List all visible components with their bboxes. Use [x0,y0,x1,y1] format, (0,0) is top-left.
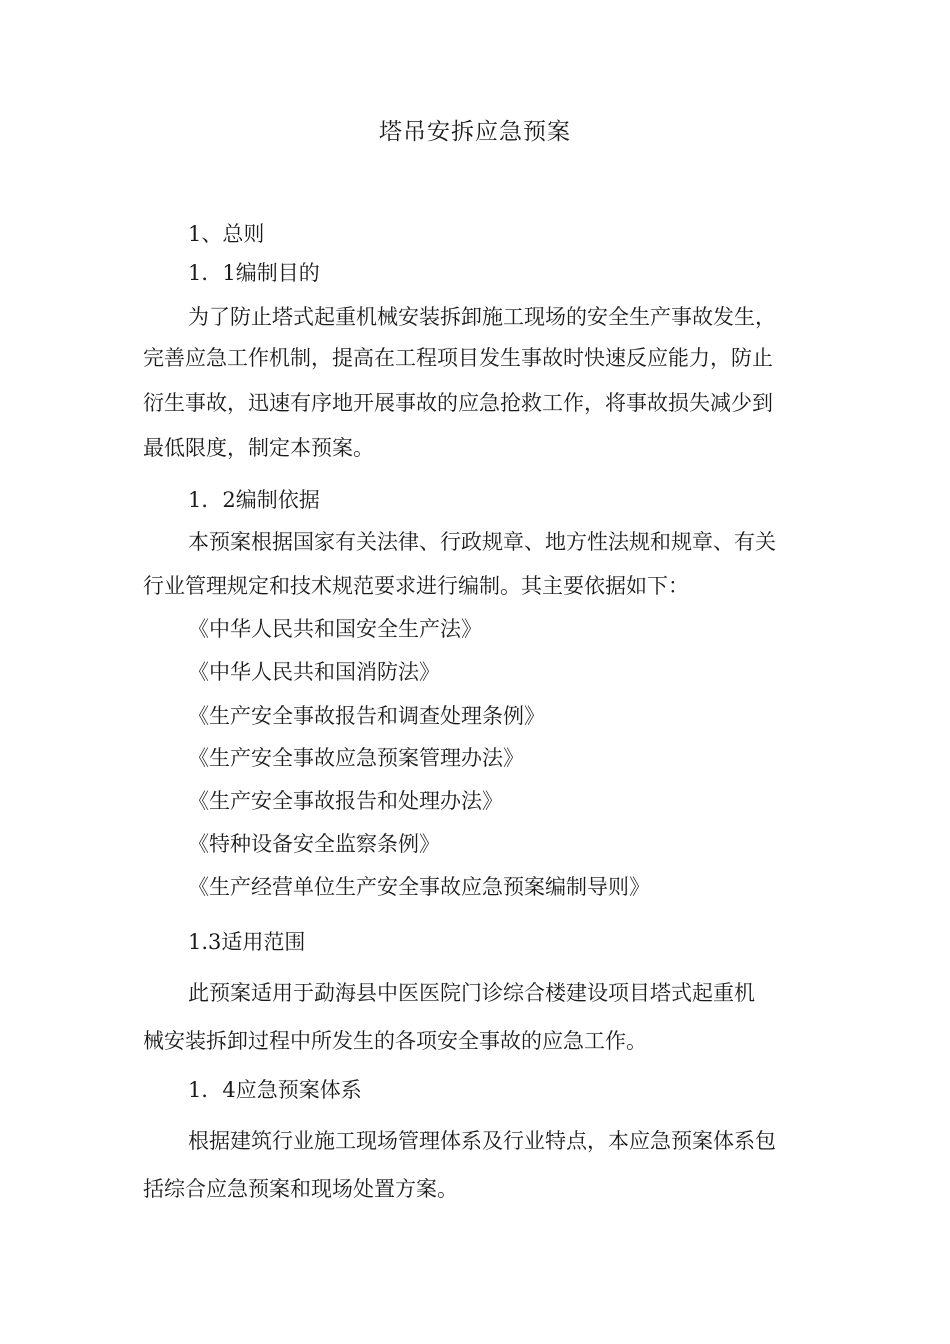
regulation-list-item: 《生产安全事故报告和处理办法》 [188,789,503,813]
subsection-heading-scope: 1.3适用范围 [188,930,306,954]
paragraph-line: 此预案适用于勐海县中医医院门诊综合楼建设项目塔式起重机 [188,981,755,1005]
subsection-heading-basis: 1．2编制依据 [188,488,320,512]
regulation-list-item: 《生产经营单位生产安全事故应急预案编制导则》 [188,875,650,899]
paragraph-line: 械安装拆卸过程中所发生的各项安全事故的应急工作。 [143,1029,647,1053]
paragraph-line: 最低限度，制定本预案。 [143,436,374,460]
regulation-list-item: 《中华人民共和国安全生产法》 [188,617,482,641]
paragraph-line: 衍生事故，迅速有序地开展事故的应急抢救工作，将事故损失减少到 [143,391,773,415]
paragraph-line: 完善应急工作机制，提高在工程项目发生事故时快速反应能力，防止 [143,346,773,370]
regulation-list-item: 《生产安全事故报告和调查处理条例》 [188,704,545,728]
paragraph-line: 根据建筑行业施工现场管理体系及行业特点，本应急预案体系包 [188,1129,776,1153]
section-heading-general: 1、总则 [188,222,265,246]
paragraph-line: 括综合应急预案和现场处置方案。 [143,1177,458,1201]
regulation-list-item: 《中华人民共和国消防法》 [188,660,440,684]
paragraph-line: 本预案根据国家有关法律、行政规章、地方性法规和规章、有关 [188,530,776,554]
regulation-list-item: 《特种设备安全监察条例》 [188,832,440,856]
paragraph-line: 为了防止塔式起重机械安装拆卸施工现场的安全生产事故发生， [188,305,776,329]
subsection-heading-system: 1．4应急预案体系 [188,1078,362,1102]
document-title: 塔吊安拆应急预案 [379,119,571,145]
regulation-list-item: 《生产安全事故应急预案管理办法》 [188,746,524,770]
paragraph-line: 行业管理规定和技术规范要求进行编制。其主要依据如下： [143,574,689,598]
subsection-heading-purpose: 1．1编制目的 [188,261,320,285]
